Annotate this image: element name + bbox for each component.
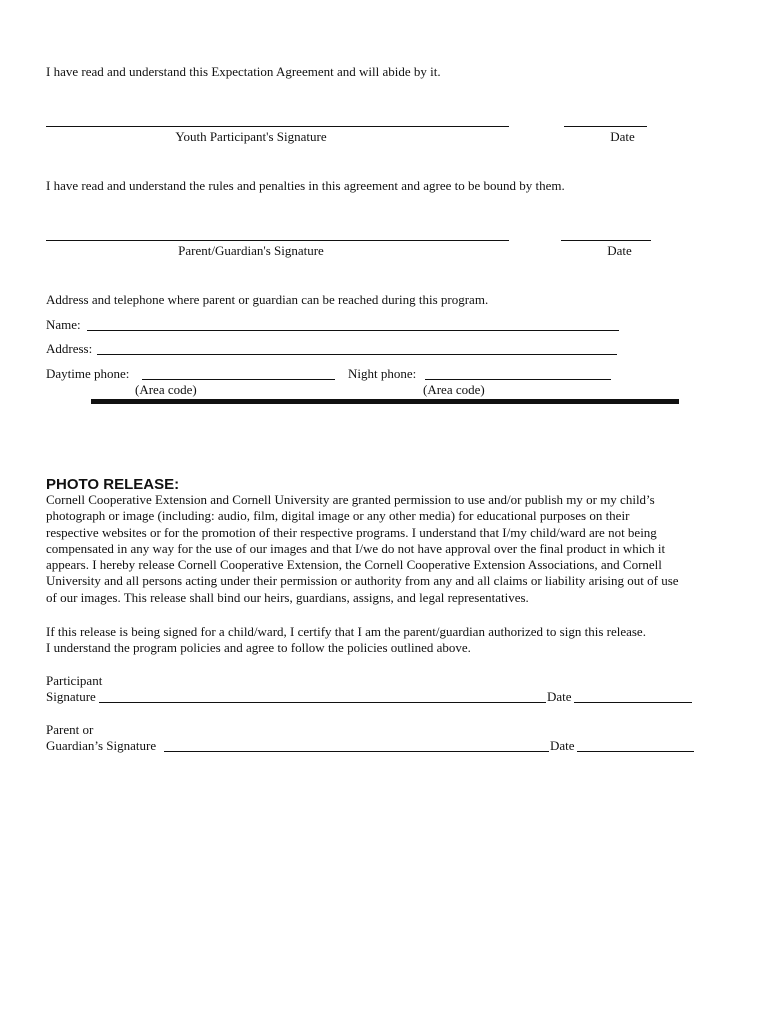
- youth-signature-caption: Youth Participant's Signature: [175, 129, 327, 144]
- photo-release-heading: PHOTO RELEASE:: [46, 476, 180, 493]
- parent-agreement-statement: I have read and understand the rules and penalties in this agreement and agree to be bound by them.: [46, 178, 565, 193]
- address-label: Address:: [46, 341, 93, 356]
- daytime-area-code-caption: (Area code): [135, 382, 197, 397]
- photo-release-line: of our images. This release shall bind our heirs, guardians, assigns, and legal representatives.: [46, 589, 529, 605]
- youth-date-caption: Date: [610, 129, 635, 144]
- photo-release-line: appears. I hereby release Cornell Cooperative Extension, the Cornell Cooperative Extension Associations, and Cornell: [46, 557, 662, 573]
- parent-date-caption: Date: [607, 243, 632, 258]
- youth-signature-line[interactable]: [46, 126, 509, 127]
- address-field[interactable]: [97, 354, 617, 355]
- participant-date-label: Date: [547, 689, 572, 704]
- policies-statement: I understand the program policies and agree to follow the policies outlined above.: [46, 640, 471, 655]
- contact-intro: Address and telephone where parent or guardian can be reached during this program.: [46, 292, 489, 307]
- night-area-code-caption: (Area code): [423, 382, 485, 397]
- name-label: Name:: [46, 317, 81, 332]
- parent-signature-line[interactable]: [46, 240, 509, 241]
- parent-date-line[interactable]: [561, 240, 651, 241]
- photo-release-line: Cornell Cooperative Extension and Cornell University are granted permission to use and/or publish my or my child’s: [46, 492, 655, 507]
- youth-date-line[interactable]: [564, 126, 647, 127]
- daytime-phone-field[interactable]: [142, 379, 335, 380]
- section-divider: [91, 399, 679, 404]
- guardian-label: Parent or: [46, 722, 94, 737]
- daytime-phone-label: Daytime phone:: [46, 366, 130, 381]
- participant-signature-label: Signature: [46, 689, 96, 704]
- guardian-signature-field[interactable]: [164, 751, 549, 752]
- participant-signature-field[interactable]: [99, 702, 546, 703]
- photo-release-line: compensated in any way for the use of our images and that I/we do not have approval over the final product in which it: [46, 540, 666, 556]
- photo-release-line: respective websites or for the promotion of their respective programs. I understand that I/my child/ward are not being: [46, 524, 657, 540]
- certify-statement: If this release is being signed for a child/ward, I certify that I am the parent/guardian authorized to sign this release.: [46, 624, 646, 639]
- participant-label: Participant: [46, 673, 103, 688]
- night-phone-label: Night phone:: [348, 366, 417, 381]
- guardian-date-label: Date: [550, 738, 575, 753]
- night-phone-field[interactable]: [425, 379, 611, 380]
- guardian-signature-label: Guardian’s Signature: [46, 738, 157, 753]
- guardian-date-field[interactable]: [577, 751, 694, 752]
- photo-release-body: [46, 492, 736, 606]
- participant-date-field[interactable]: [574, 702, 692, 703]
- name-field[interactable]: [87, 330, 619, 331]
- parent-signature-caption: Parent/Guardian's Signature: [178, 243, 324, 258]
- photo-release-line: University and all persons acting under their permission or authority from any and all claims or liability arising out of use: [46, 573, 679, 589]
- photo-release-line: photograph or image (including: audio, film, digital image or any other media) for educational purposes on their: [46, 508, 630, 524]
- youth-agreement-statement: I have read and understand this Expectation Agreement and will abide by it.: [46, 64, 441, 79]
